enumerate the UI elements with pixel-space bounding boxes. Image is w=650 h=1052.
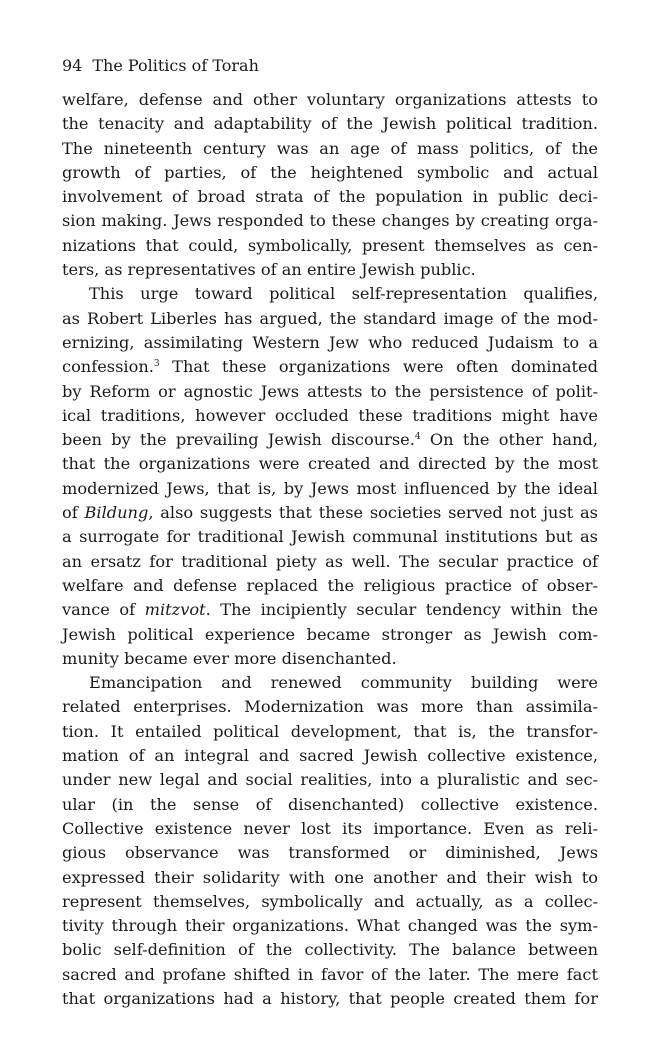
text-line: gious observance was transformed or diminished, Jews — [62, 843, 598, 863]
text-line: modernized Jews, that is, by Jews most influenced by the ideal — [62, 478, 598, 498]
running-head-title: The Politics of Torah — [92, 56, 259, 75]
running-head — [62, 56, 598, 76]
text-line: tion. It entailed political development, that is, the transfor- — [62, 721, 598, 741]
text-line: expressed their solidarity with one another and their wish to — [62, 867, 598, 887]
text-line: that organizations had a history, that people created them for — [62, 988, 598, 1008]
text-line: represent themselves, symbolically and actually, as a collec- — [62, 891, 598, 911]
text-line: nizations that could, symbolically, present themselves as cen- — [62, 235, 598, 255]
text-line: sacred and profane shifted in favor of the later. The mere fact — [62, 964, 598, 984]
text-line: a surrogate for traditional Jewish communal institutions but as — [62, 527, 598, 547]
text-line: bolic self-definition of the collectivity. The balance between — [62, 940, 598, 960]
text-line: involvement of broad strata of the population in public deci- — [62, 187, 598, 207]
text-line: welfare, defense and other voluntary organizations attests to — [62, 90, 598, 109]
paragraph — [62, 282, 598, 671]
text-line: been by the prevailing Jewish discourse.$^4$ On the other hand, — [62, 430, 598, 450]
text-line: ical traditions, however occluded these traditions might have — [62, 405, 598, 425]
text-line: an ersatz for traditional piety as well. The secular practice of — [62, 551, 598, 571]
page-number: 94 — [62, 56, 83, 75]
text-line: sion making. Jews responded to these changes by creating orga- — [62, 211, 598, 231]
text-line: ernizing, assimilating Western Jew who reduced Judaism to a — [62, 332, 598, 352]
text-line: This urge toward political self-representation qualifies, — [89, 284, 598, 304]
paragraph — [62, 88, 598, 282]
text-line: Collective existence never lost its importance. Even as reli- — [62, 818, 598, 838]
text-line: munity became ever more disenchanted. — [62, 648, 397, 668]
paragraph — [62, 671, 598, 1011]
text-line: tivity through their organizations. What changed was the sym- — [62, 916, 598, 936]
text-line: the tenacity and adaptability of the Jewish political tradition. — [62, 114, 598, 134]
text-line: Jewish political experience became stronger as Jewish com- — [62, 624, 598, 644]
text-line: that the organizations were created and directed by the most — [62, 454, 598, 474]
text-line: confession.$^3$ That these organizations were often dominated — [62, 357, 598, 377]
text-line: ters, as representatives of an entire Jewish public. — [62, 260, 476, 280]
text-line: Emancipation and renewed community building were — [89, 673, 598, 693]
body-text — [62, 88, 598, 1011]
text-line: ular (in the sense of disenchanted) collective existence. — [62, 794, 598, 814]
text-line: of Bildung, also suggests that these societies served not just as — [62, 503, 598, 523]
text-line: The nineteenth century was an age of mass politics, of the — [62, 138, 598, 158]
text-line: by Reform or agnostic Jews attests to the persistence of polit- — [62, 381, 598, 401]
text-line: mation of an integral and sacred Jewish collective existence, — [62, 746, 598, 766]
text-line: related enterprises. Modernization was more than assimila- — [62, 697, 598, 717]
text-line: as Robert Liberles has argued, the standard image of the mod- — [62, 308, 598, 328]
text-line: welfare and defense replaced the religious practice of obser- — [62, 575, 598, 595]
text-line: growth of parties, of the heightened symbolic and actual — [62, 162, 598, 182]
text-line: vance of mitzvot. The incipiently secular tendency within the — [62, 600, 598, 620]
book-page — [62, 56, 598, 1011]
text-line: under new legal and social realities, into a pluralistic and sec- — [62, 770, 598, 790]
